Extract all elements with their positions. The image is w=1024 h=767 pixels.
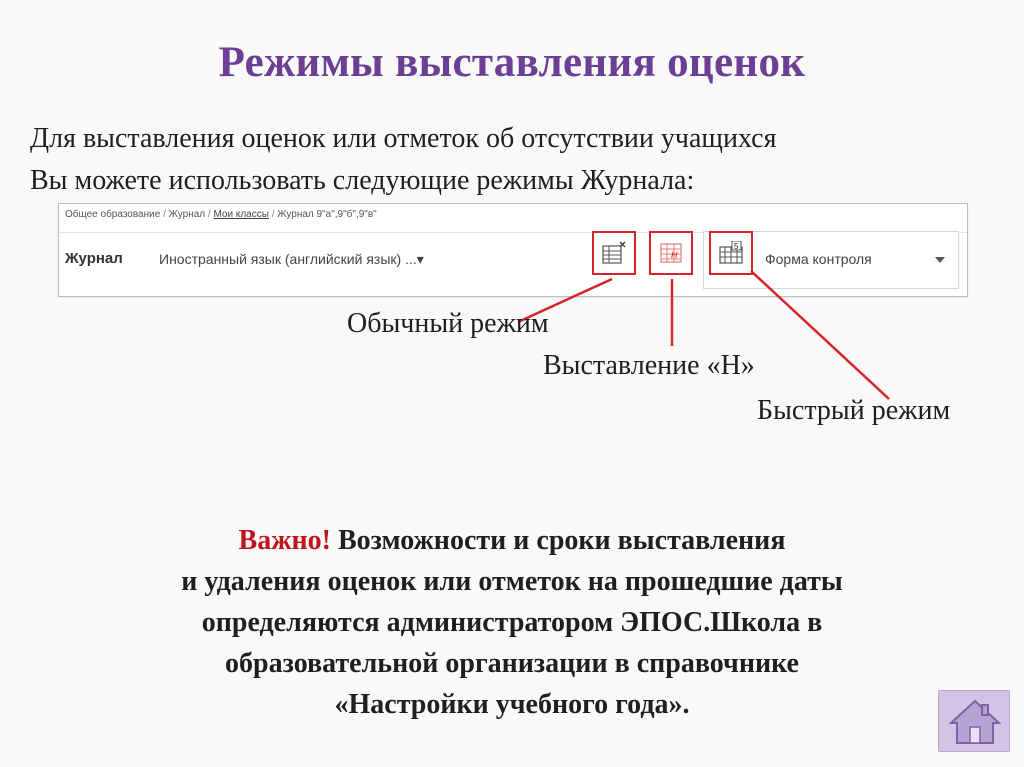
- subject-select[interactable]: Иностранный язык (английский язык) ...▾: [159, 251, 424, 267]
- absence-mode-callout: Выставление «Н»: [543, 350, 755, 381]
- note-line-1: Важно! Возможности и сроки выставления: [238, 525, 786, 556]
- slide-title: Режимы выставления оценок: [218, 39, 806, 86]
- absence-letter: Н: [671, 250, 678, 260]
- home-icon: [949, 697, 1001, 747]
- breadcrumb-general-education[interactable]: Общее образование: [65, 209, 161, 220]
- breadcrumb-my-classes-link[interactable]: Мои классы: [213, 209, 269, 220]
- control-form-select[interactable]: Форма контроля: [765, 251, 872, 267]
- breadcrumb-journal[interactable]: Журнал: [168, 209, 206, 220]
- quick-mode-callout: Быстрый режим: [757, 395, 951, 426]
- breadcrumb-current-journal: Журнал 9"а",9"б",9"в": [277, 209, 377, 220]
- note-line-5: «Настройки учебного года».: [334, 689, 690, 720]
- intro-line-1: Для выставления оценок или отметок об отсутствии учащихся: [30, 123, 777, 154]
- journal-label: Журнал: [65, 250, 123, 267]
- normal-mode-callout: Обычный режим: [347, 308, 549, 339]
- note-line-3: определяются администратором ЭПОС.Школа в: [201, 607, 823, 638]
- intro-line-2: Вы можете использовать следующие режимы Журнала:: [30, 165, 695, 196]
- quick-mode-digit: 5: [734, 242, 739, 251]
- important-label: Важно!: [238, 525, 331, 556]
- note-line-4: образовательной организации в справочнике: [225, 648, 799, 679]
- home-button[interactable]: [938, 690, 1010, 752]
- quick-mode-connector: [751, 271, 889, 399]
- important-note: [0, 520, 1024, 725]
- note-line-2: и удаления оценок или отметок на прошедшие даты: [181, 566, 843, 597]
- breadcrumb: Общее образование / Журнал / Мои классы / Журнал 9"а",9"б",9"в": [65, 209, 377, 220]
